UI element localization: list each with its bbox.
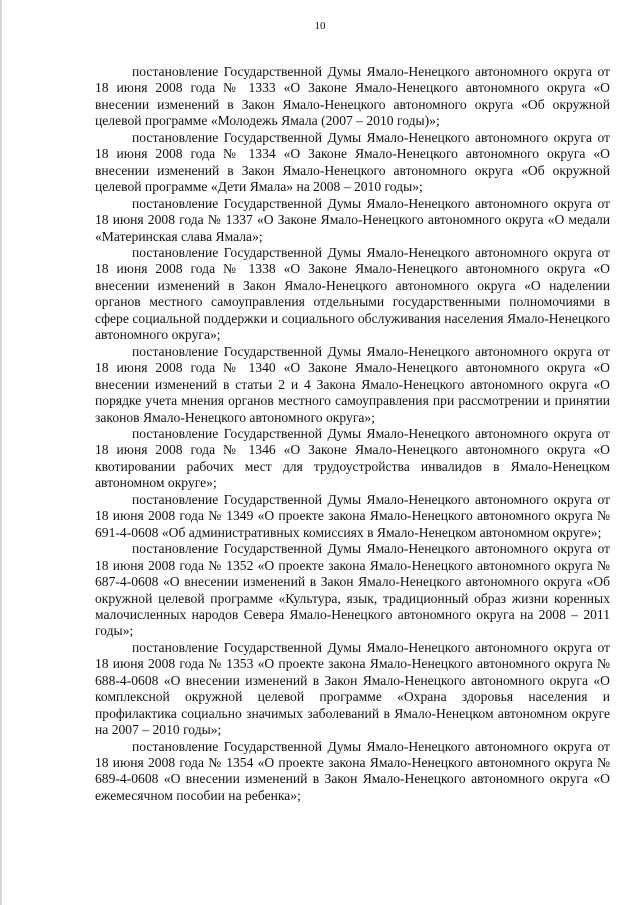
- resolution-paragraph: постановление Государственной Думы Ямало-Ненецкого автономного округа от 18 июня 2008 года № 1338 «О Законе Ямало-Ненецкого автономного округа «О внесении изменений в Закон Ямало-Ненецкого автономного округа «О наделении органов местного самоуправления отдельными государственными полномочиями в сфере социальной поддержки и социального обслуживания населения Ямало-Ненецкого автономного округа»;: [95, 244, 610, 343]
- resolution-paragraph: постановление Государственной Думы Ямало-Ненецкого автономного округа от 18 июня 2008 года № 1334 «О Законе Ямало-Ненецкого автономного округа «О внесении изменений в Закон Ямало-Ненецкого автономного округа «Об окружной целевой программе «Дети Ямала» на 2008 – 2010 годы»;: [95, 129, 610, 195]
- resolution-paragraph: постановление Государственной Думы Ямало-Ненецкого автономного округа от 18 июня 2008 года № 1333 «О Законе Ямало-Ненецкого автономного округа «О внесении изменений в Закон Ямало-Ненецкого автономного округа «Об окружной целевой программе «Молодежь Ямала (2007 – 2010 годы)»;: [95, 64, 610, 129]
- resolution-paragraph: постановление Государственной Думы Ямало-Ненецкого автономного округа от 18 июня 2008 года № 1354 «О проекте закона Ямало-Ненецкого автономного округа № 689-4-0608 «О внесении изменений в Закон Ямало-Ненецкого автономного округа «О ежемесячном пособии на ребенка»;: [95, 738, 610, 803]
- page-number: 10: [314, 20, 326, 32]
- resolution-paragraph: постановление Государственной Думы Ямало-Ненецкого автономного округа от 18 июня 2008 года № 1346 «О Законе Ямало-Ненецкого автономного округа «О квотировании рабочих мест для трудоустройства инвалидов в Ямало-Ненецком автономном округе»;: [95, 425, 610, 491]
- resolution-paragraph: постановление Государственной Думы Ямало-Ненецкого автономного округа от 18 июня 2008 года № 1349 «О проекте закона Ямало-Ненецкого автономного округа № 691-4-0608 «Об административных комиссиях в Ямало-Ненецком автономном округе»;: [95, 491, 610, 540]
- resolution-paragraph: постановление Государственной Думы Ямало-Ненецкого автономного округа от 18 июня 2008 года № 1337 «О Законе Ямало-Ненецкого автономного округа «О медали «Материнская слава Ямала»;: [95, 195, 610, 244]
- resolution-paragraph: постановление Государственной Думы Ямало-Ненецкого автономного округа от 18 июня 2008 года № 1353 «О проекте закона Ямало-Ненецкого автономного округа № 688-4-0608 «О внесении изменений в Закон Ямало-Ненецкого автономного округа «О комплексной окружной целевой программе «Охрана здоровья населения и профилактика социально значимых заболеваний в Ямало-Ненецком автономном округе на 2007 – 2010 годы»;: [95, 639, 610, 738]
- document-body: [95, 64, 610, 804]
- scan-edge: [0, 0, 2, 905]
- resolution-paragraph: постановление Государственной Думы Ямало-Ненецкого автономного округа от 18 июня 2008 года № 1340 «О Законе Ямало-Ненецкого автономного округа «О внесении изменений в статьи 2 и 4 Закона Ямало-Ненецкого автономного округа «О порядке учета мнения органов местного самоуправления при рассмотрении и принятии законов Ямало-Ненецкого автономного округа»;: [95, 343, 610, 425]
- resolution-paragraph: постановление Государственной Думы Ямало-Ненецкого автономного округа от 18 июня 2008 года № 1352 «О проекте закона Ямало-Ненецкого автономного округа № 687-4-0608 «О внесении изменений в Закон Ямало-Ненецкого автономного округа «Об окружной целевой программе «Культура, язык, традиционный образ жизни коренных малочисленных народов Севера Ямало-Ненецкого автономного округа на 2008 – 2011 годы»;: [95, 541, 610, 639]
